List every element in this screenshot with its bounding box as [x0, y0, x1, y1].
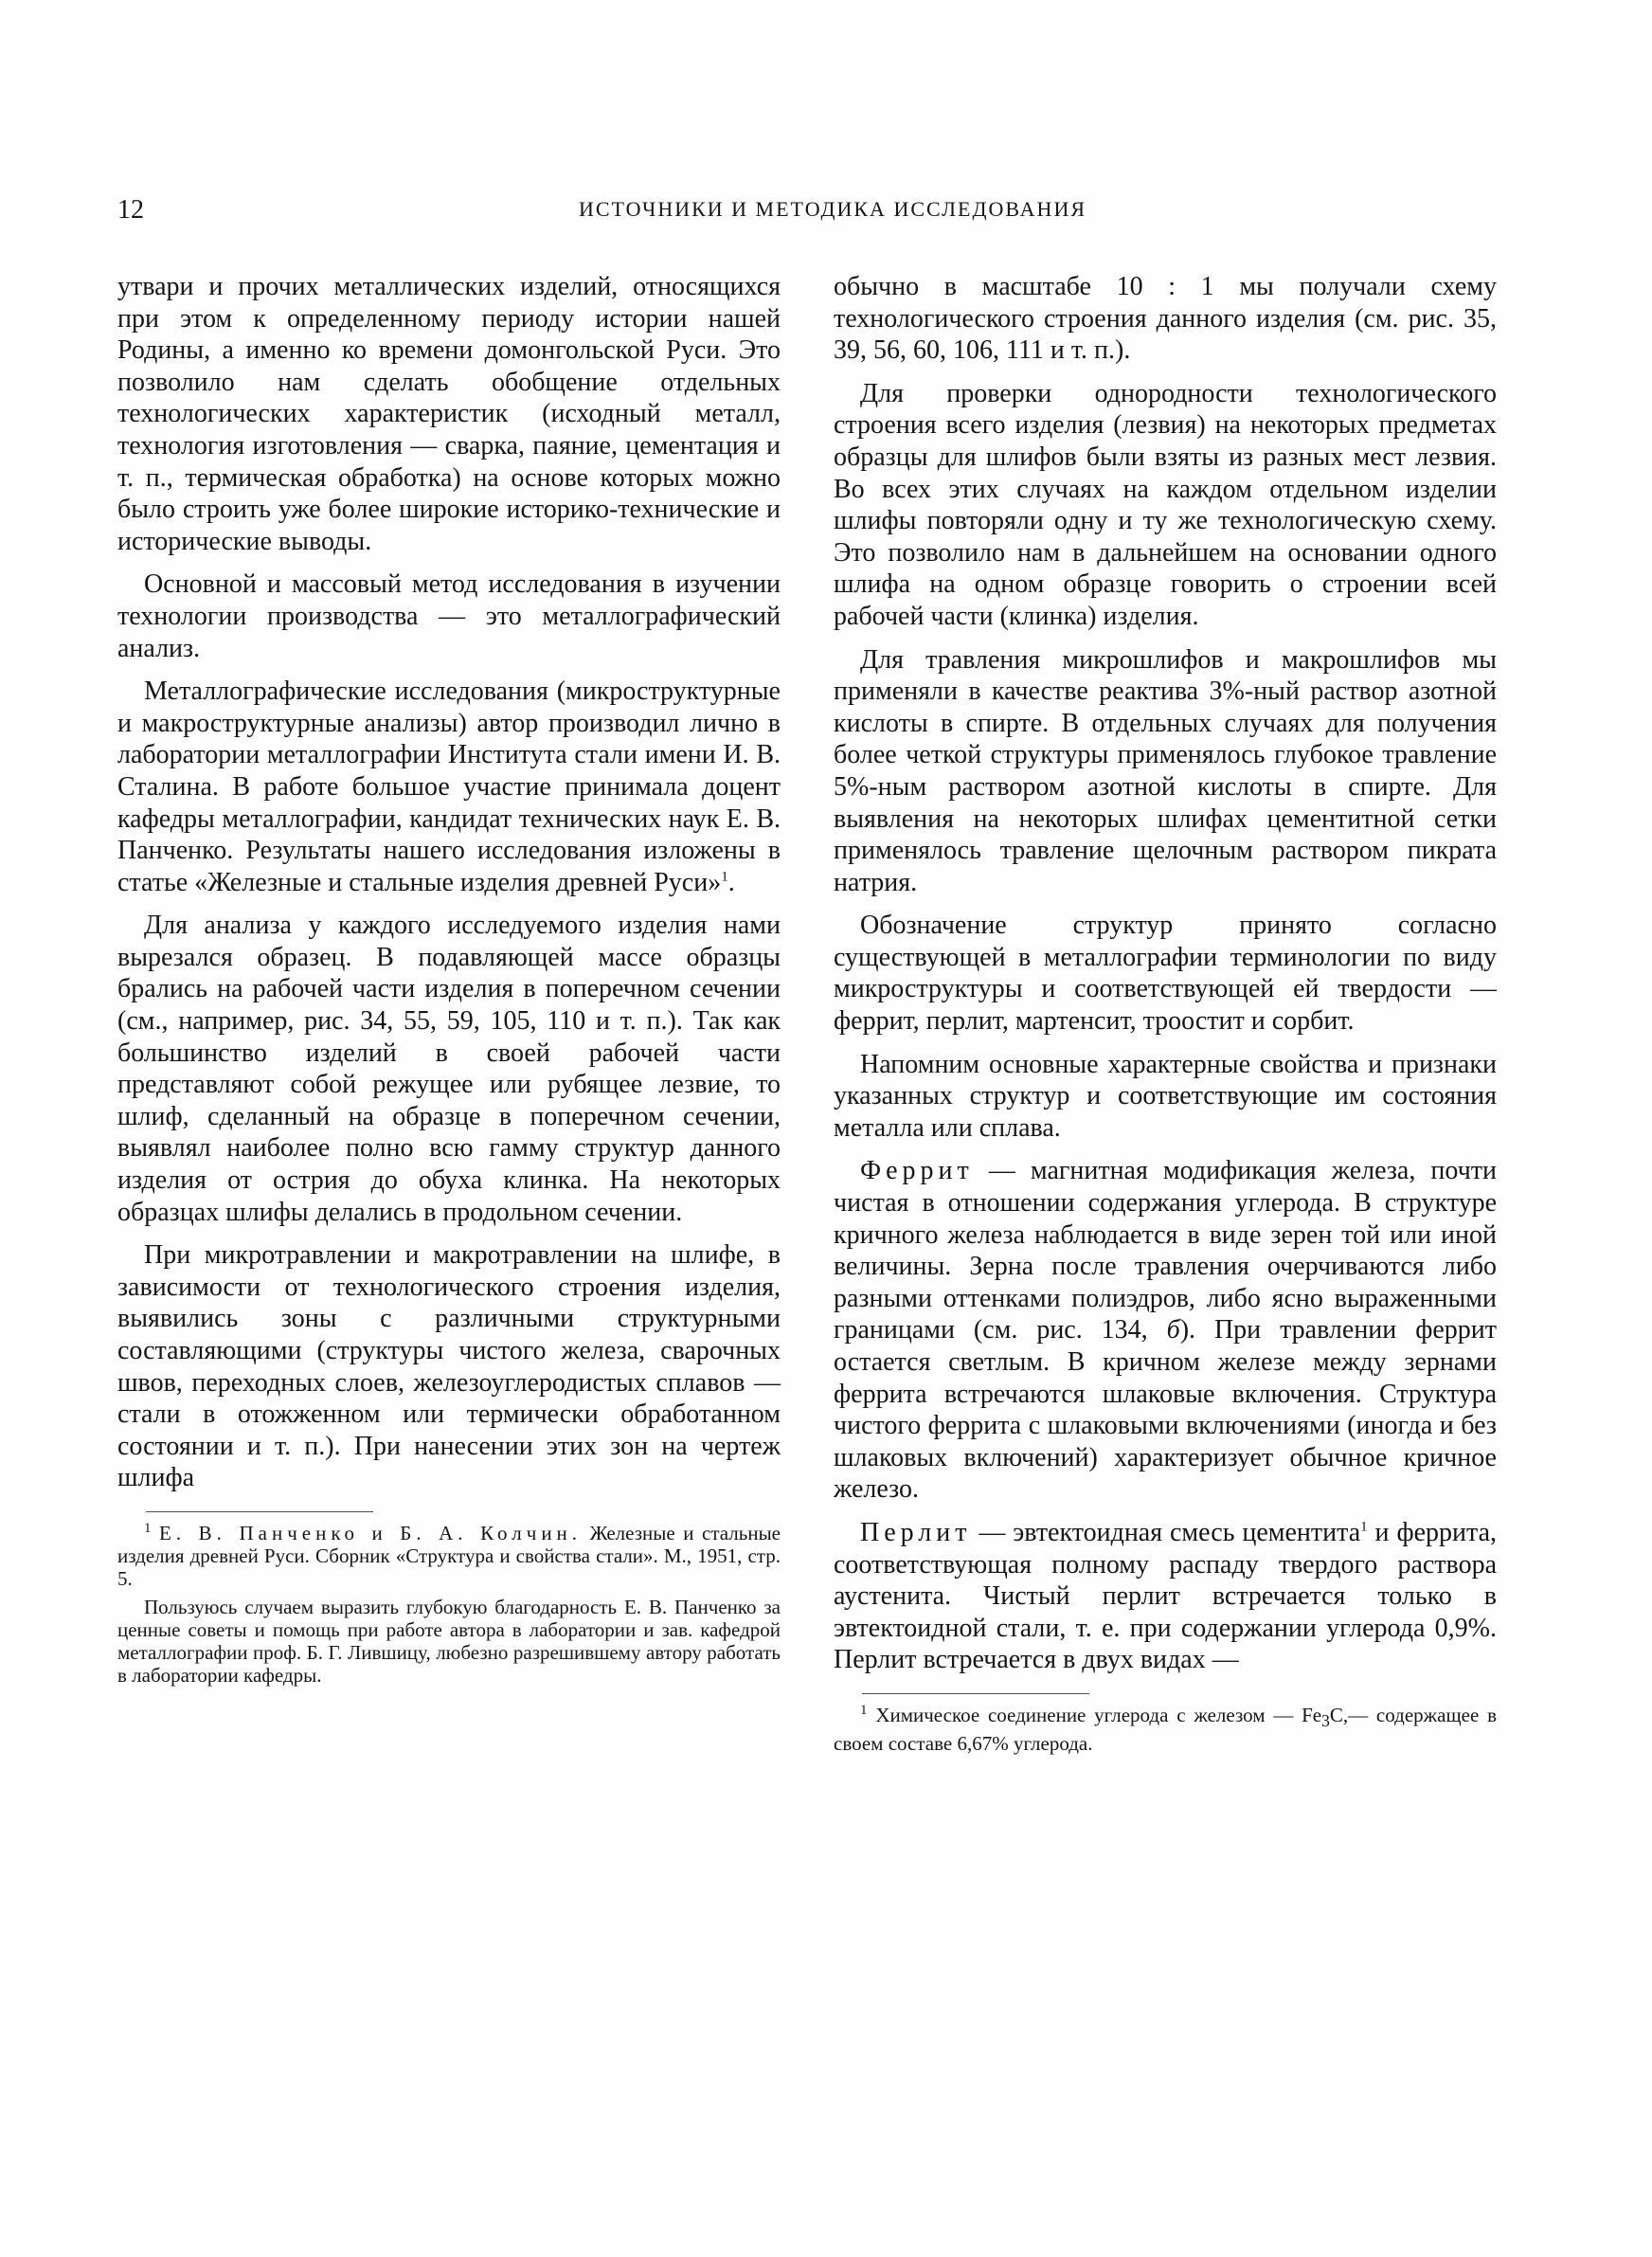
footnote-text: Химическое соединение углерода с железом — Fe	[875, 1703, 1322, 1726]
term-ferrite: Феррит	[860, 1156, 974, 1186]
footnote-mark: 1	[860, 1702, 868, 1718]
footnote-divider	[862, 1693, 1089, 1694]
paragraph: Основной и массовый метод исследования в изучении технологии производства — это металлографический анализ.	[117, 569, 781, 663]
page-number: 12	[117, 195, 144, 225]
footnote	[834, 1704, 1497, 1755]
paragraph-text: — эвтектоидная смесь цементита	[971, 1517, 1361, 1547]
paragraph-text: Металлографические исследования (микроструктурные и макроструктурные анализы) автор производил лично в лаборатории металлографии Института стали имени И. В. Сталина. В работе большое участие принимала доцент кафедры металлографии, кандидат технических наук Е. В. Панченко. Результаты нашего исследования изложены в статье «Железные и стальные изделия древней Руси»	[117, 677, 781, 897]
footnote-authors: Е. В. Панченко и Б. А. Колчин.	[159, 1521, 583, 1544]
paragraph: Обозначение структур принято согласно существующей в металлографии терминологии по виду микроструктуры и соответствующей ей твердости — феррит, перлит, мартенсит, троостит и сорбит.	[834, 911, 1497, 1037]
paragraph-text: ). При травлении феррит остается светлым. В кричном железе между зернами феррита встречаются шлаковые включения. Структура чистого феррита с шлаковыми включениями (иногда и без шлаковых включений) характеризует обычное кричное железо.	[834, 1315, 1497, 1505]
footnote: Пользуюсь случаем выразить глубокую благодарность Е. В. Панченко за ценные советы и помощь при работе автора в лаборатории и зав. кафедрой металлографии проф. Б. Г. Лившицу, любезно разрешившему автору работать в лаборатории кафедры.	[117, 1595, 781, 1687]
paragraph: обычно в масштабе 10 : 1 мы получали схему технологического строения данного изделия (см. рис. 35, 39, 56, 60, 106, 111 и т. п.).	[834, 272, 1497, 366]
left-column	[117, 271, 781, 1692]
paragraph: утвари и прочих металлических изделий, относящихся при этом к определенному периоду истории нашей Родины, а именно ко времени домонгольской Руси. Это позволило нам сделать обобщение отдельных технологических характеристик (исходный металл, технология изготовления — сварка, паяние, цементация и т. п., термическая обработка) на основе которых можно было строить уже более широкие историко-технические и исторические выводы.	[117, 272, 781, 556]
footnote-divider	[146, 1511, 373, 1512]
paragraph	[834, 1517, 1497, 1676]
page-header	[117, 195, 1548, 233]
paragraph-end: .	[727, 867, 735, 897]
paragraph-text: и феррита, соответствующая полному распаду твердого раствора аустенита. Чистый перлит встречается только в эвтектоидной стали, т. е. при содержании углерода 0,9%. Перлит встречается в двух видах —	[834, 1517, 1497, 1675]
footnote-ref[interactable]: 1	[1360, 1519, 1368, 1535]
paragraph-text: — магнитная модификация железа, почти чистая в отношении содержания углерода. В структуре кричного железа наблюдается в виде зерен той или иной величины. Зерна после травления очерчиваются либо разными оттенками полиэдров, либо ясно выраженными границами (см. рис. 134,	[834, 1156, 1497, 1345]
footnote	[117, 1522, 781, 1590]
running-title: ИСТОЧНИКИ И МЕТОДИКА ИССЛЕДОВАНИЯ	[578, 197, 1087, 221]
paragraph: Для травления микрошлифов и макрошлифов мы применяли в качестве реактива 3%-ный раствор азотной кислоты в спирте. В отдельных случаях для получения более четкой структуры применялось глубокое травление 5%-ным раствором азотной кислоты в спирте. Для выявления на некоторых шлифах цементитной сетки применялось травление щелочным раствором пикрата натрия.	[834, 644, 1497, 897]
paragraph	[834, 1155, 1497, 1506]
formula-subscript: 3	[1321, 1711, 1330, 1731]
paragraph: Для проверки однородности технологического строения всего изделия (лезвия) на некоторых предметах образцы для шлифов были взяты из разных мест лезвия. Во всех этих случаях на каждом отдельном изделии шлифы повторяли одну и ту же технологическую схему. Это позволило нам в дальнейшем на основании одного шлифа на одном образце говорить о строении всей рабочей части (клинка) изделия.	[834, 378, 1497, 631]
paragraph	[117, 676, 781, 898]
paragraph: Напомним основные характерные свойства и признаки указанных структур и соответствующие им состояния металла или сплава.	[834, 1049, 1497, 1143]
figure-letter: б	[1166, 1315, 1180, 1345]
footnote-mark: 1	[144, 1520, 152, 1536]
footnote-ref[interactable]: 1	[721, 869, 728, 885]
paragraph: Для анализа у каждого исследуемого изделия нами вырезался образец. В подавляющей массе образцы брались на рабочей части изделия в поперечном сечении (см., например, рис. 34, 55, 59, 105, 110 и т. п.). Так как большинство изделий в своей рабочей части представляют собой режущее или рубящее лезвие, то шлиф, сделанный на образце в поперечном сечении, выявлял наиболее полно всю гамму структур данного изделия от острия до обуха клинка. На некоторых образцах шлифы делались в продольном сечении.	[117, 911, 781, 1227]
footnote-text: C,— содержащее в своем составе 6,67% углерода.	[834, 1703, 1498, 1756]
paragraph: При микротравлении и макротравлении на шлифе, в зависимости от технологического строения изделия, выявились зоны с различными структурными составляющими (структуры чистого железа, сварочных швов, переходных слоев, железоуглеродистых сплавов — стали в отожженном или термически обработанном состоянии и т. п.). При нанесении этих зон на чертеж шлифа	[117, 1240, 781, 1493]
term-pearlite: Перлит	[860, 1517, 972, 1547]
right-column	[834, 271, 1497, 1760]
footnote-text: Железные и стальные изделия древней Руси. Сборник «Структура и свойства стали». М., 1951, стр. 5.	[117, 1521, 781, 1590]
